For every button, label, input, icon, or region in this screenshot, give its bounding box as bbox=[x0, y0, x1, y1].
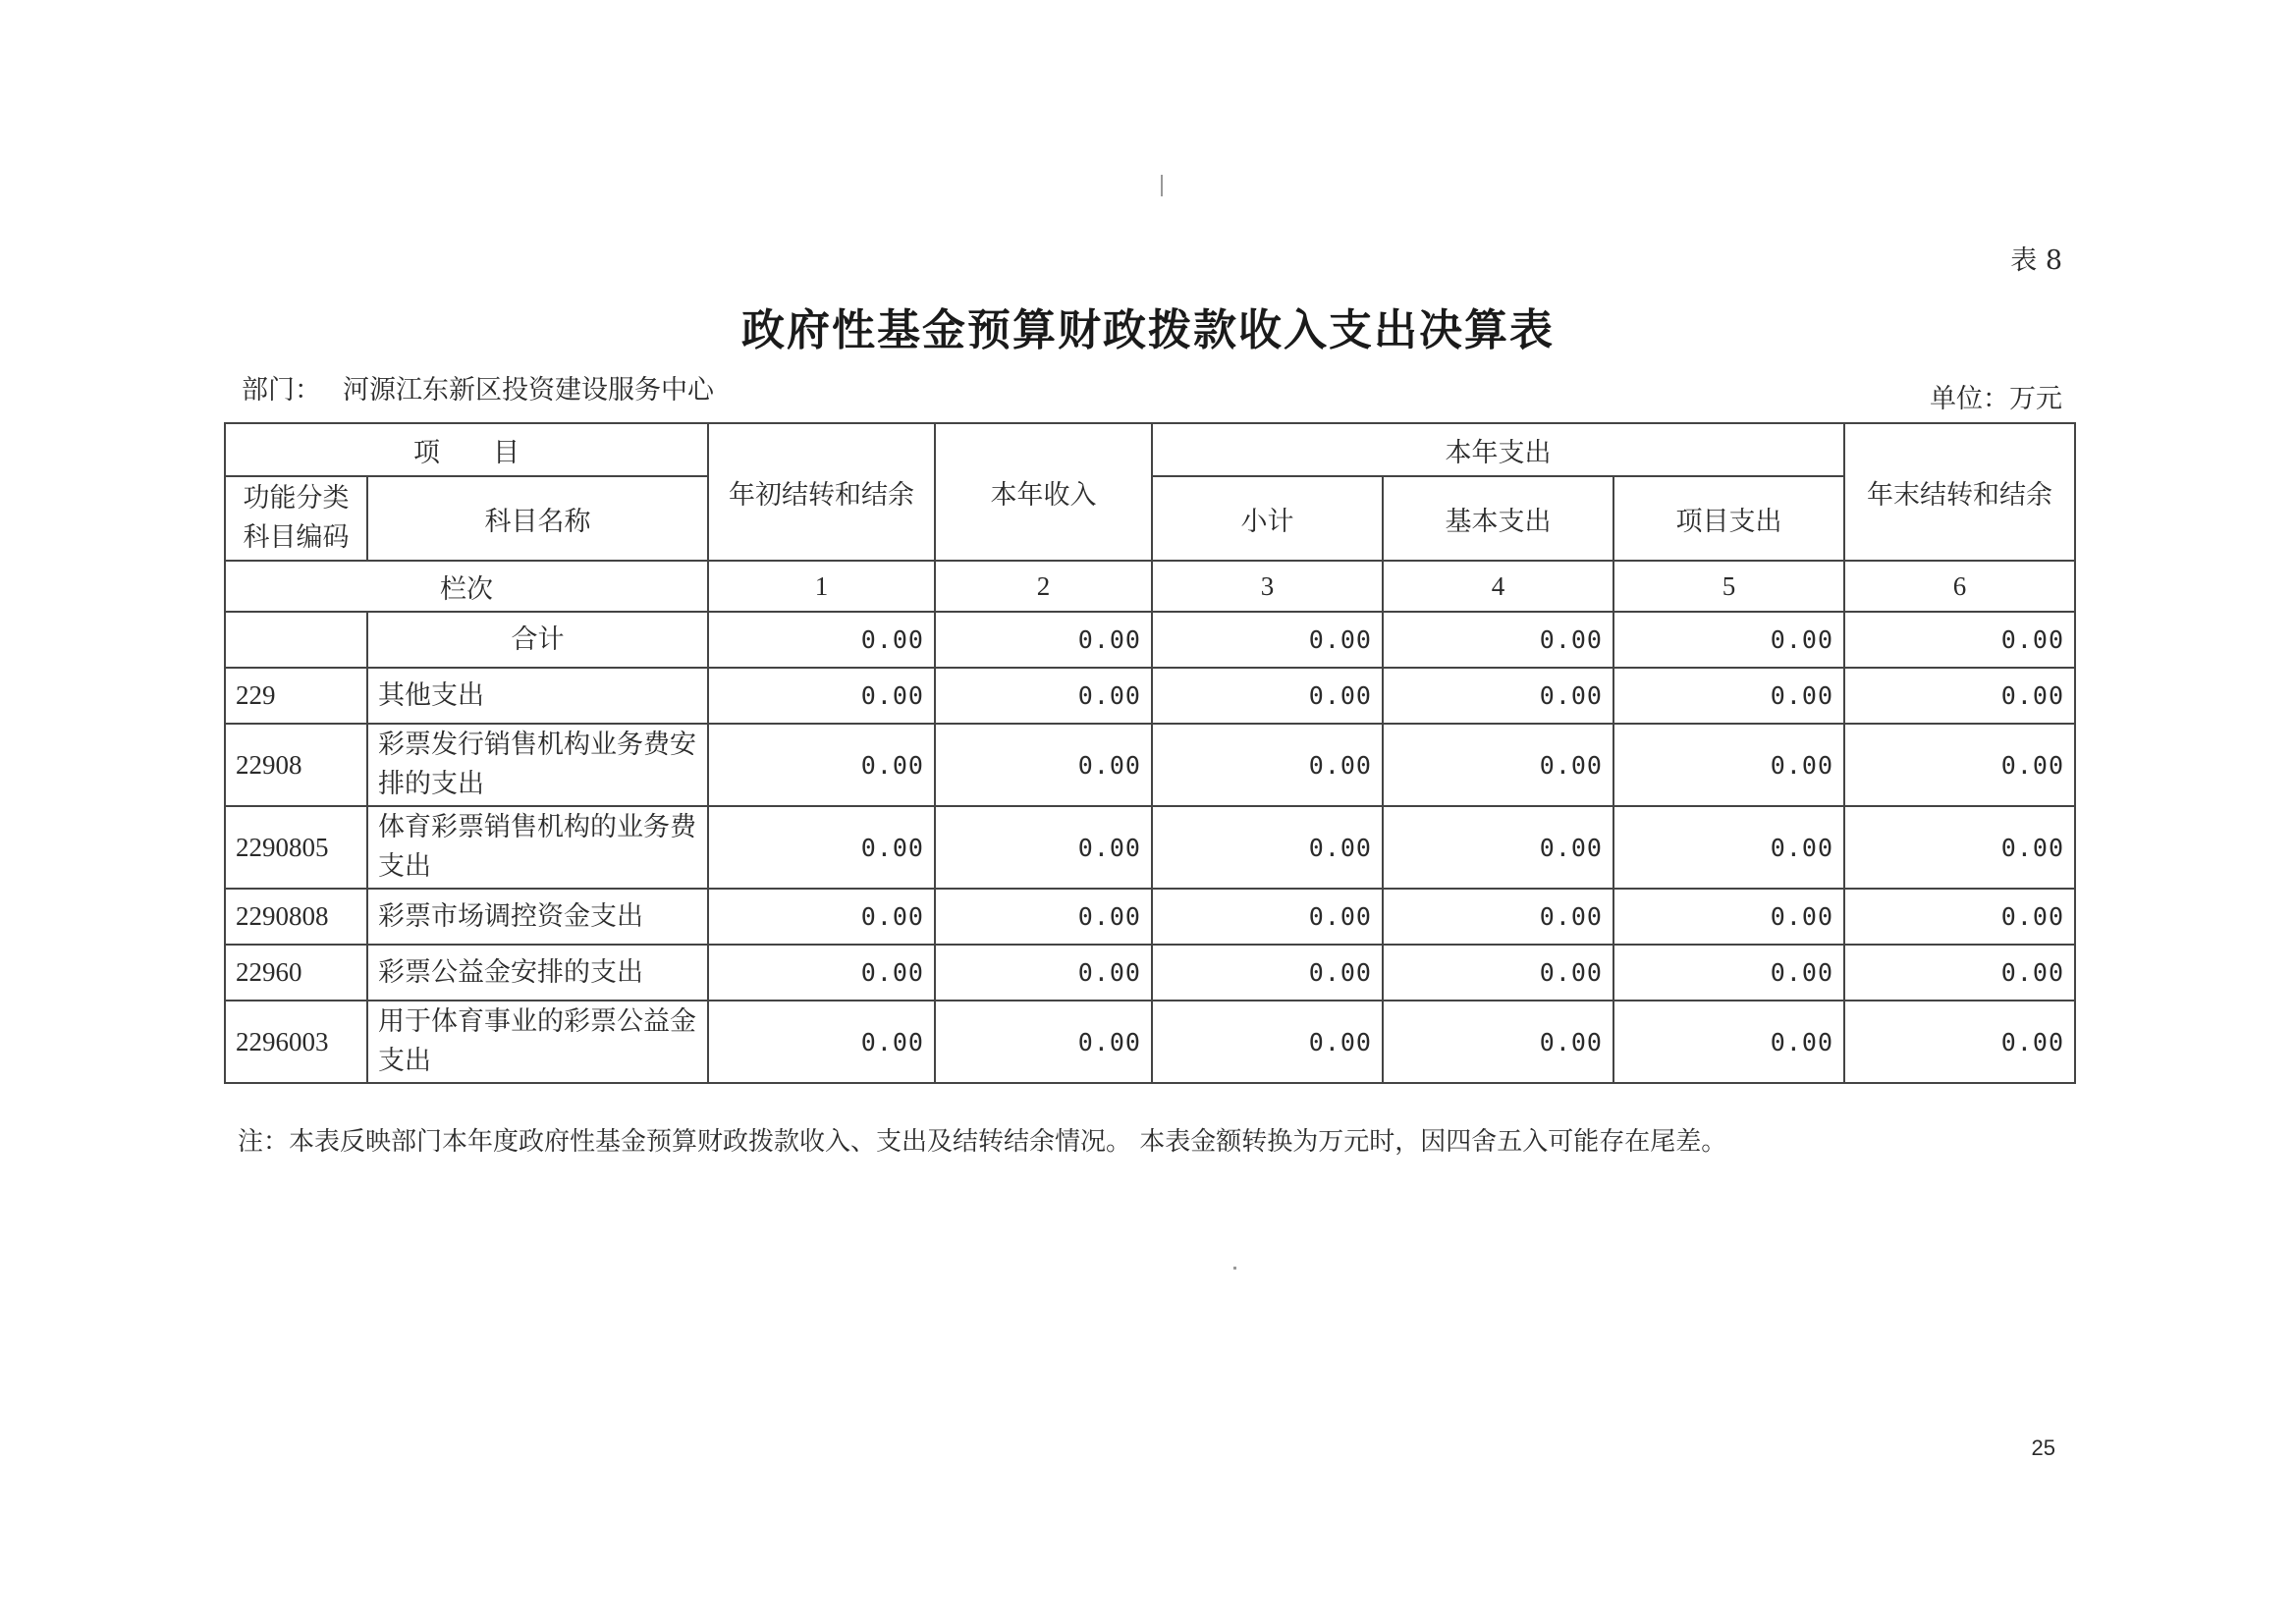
row-name: 彩票市场调控资金支出 bbox=[367, 889, 708, 945]
row-code: 2290808 bbox=[225, 889, 367, 945]
cell-value: 0.00 bbox=[1844, 668, 2075, 724]
scan-mark bbox=[1233, 1267, 1236, 1270]
cell-value: 0.00 bbox=[1152, 612, 1383, 668]
cell-value: 0.00 bbox=[708, 612, 935, 668]
cell-value: 0.00 bbox=[1383, 1001, 1613, 1083]
column-number: 5 bbox=[1613, 561, 1844, 612]
row-name: 彩票发行销售机构业务费安排的支出 bbox=[367, 724, 708, 806]
row-no-label: 栏次 bbox=[225, 561, 708, 612]
cell-value: 0.00 bbox=[935, 889, 1152, 945]
column-number: 3 bbox=[1152, 561, 1383, 612]
row-code: 22908 bbox=[225, 724, 367, 806]
cell-value: 0.00 bbox=[708, 724, 935, 806]
row-name: 体育彩票销售机构的业务费支出 bbox=[367, 806, 708, 889]
row-code: 2290805 bbox=[225, 806, 367, 889]
row-name: 用于体育事业的彩票公益金支出 bbox=[367, 1001, 708, 1083]
row-name: 其他支出 bbox=[367, 668, 708, 724]
cell-value: 0.00 bbox=[1844, 945, 2075, 1001]
cell-value: 0.00 bbox=[1383, 612, 1613, 668]
row-code: 22960 bbox=[225, 945, 367, 1001]
cell-value: 0.00 bbox=[1152, 889, 1383, 945]
header-opening-balance: 年初结转和结余 bbox=[708, 423, 935, 561]
column-number: 2 bbox=[935, 561, 1152, 612]
header-basic: 基本支出 bbox=[1383, 476, 1613, 561]
budget-table bbox=[224, 422, 2076, 1084]
header-expenditure: 本年支出 bbox=[1152, 423, 1844, 476]
cell-value: 0.00 bbox=[708, 668, 935, 724]
cell-value: 0.00 bbox=[1383, 945, 1613, 1001]
cell-value: 0.00 bbox=[1152, 668, 1383, 724]
cell-value: 0.00 bbox=[1613, 889, 1844, 945]
department-line bbox=[242, 368, 714, 406]
cell-value: 0.00 bbox=[935, 612, 1152, 668]
cell-value: 0.00 bbox=[1152, 724, 1383, 806]
header-item: 项 目 bbox=[225, 423, 708, 476]
table-number: 表 8 bbox=[2010, 245, 2062, 276]
cell-value: 0.00 bbox=[1152, 1001, 1383, 1083]
scan-mark bbox=[1161, 175, 1163, 196]
cell-value: 0.00 bbox=[1613, 1001, 1844, 1083]
cell-value: 0.00 bbox=[1383, 806, 1613, 889]
column-number-row bbox=[225, 561, 2075, 612]
cell-value: 0.00 bbox=[708, 806, 935, 889]
unit-label: 单位：万元 bbox=[1930, 384, 2062, 414]
table-row bbox=[225, 806, 2075, 889]
header-code: 功能分类 科目编码 bbox=[225, 476, 367, 561]
cell-value: 0.00 bbox=[1613, 668, 1844, 724]
cell-value: 0.00 bbox=[708, 945, 935, 1001]
cell-value: 0.00 bbox=[1152, 806, 1383, 889]
cell-value: 0.00 bbox=[1844, 612, 2075, 668]
row-code bbox=[225, 612, 367, 668]
cell-value: 0.00 bbox=[1383, 889, 1613, 945]
table-row bbox=[225, 889, 2075, 945]
cell-value: 0.00 bbox=[1383, 724, 1613, 806]
footnote: 注：本表反映部门本年度政府性基金预算财政拨款收入、支出及结转结余情况。 本表金额转换为万元时，因四舍五入可能存在尾差。 bbox=[238, 1127, 1727, 1157]
header-closing-balance: 年末结转和结余 bbox=[1844, 423, 2075, 561]
table-row bbox=[225, 945, 2075, 1001]
row-name: 合计 bbox=[367, 612, 708, 668]
page-title: 政府性基金预算财政拨款收入支出决算表 bbox=[741, 305, 1555, 355]
cell-value: 0.00 bbox=[708, 889, 935, 945]
header-name: 科目名称 bbox=[367, 476, 708, 561]
column-number: 1 bbox=[708, 561, 935, 612]
cell-value: 0.00 bbox=[1844, 1001, 2075, 1083]
cell-value: 0.00 bbox=[1844, 889, 2075, 945]
page-number: 25 bbox=[2031, 1435, 2055, 1460]
cell-value: 0.00 bbox=[935, 724, 1152, 806]
header-project: 项目支出 bbox=[1613, 476, 1844, 561]
cell-value: 0.00 bbox=[1613, 612, 1844, 668]
row-name: 彩票公益金安排的支出 bbox=[367, 945, 708, 1001]
table-row bbox=[225, 724, 2075, 806]
department-value: 河源江东新区投资建设服务中心 bbox=[343, 375, 714, 406]
table-row bbox=[225, 1001, 2075, 1083]
department-label: 部门： bbox=[242, 375, 321, 406]
cell-value: 0.00 bbox=[935, 668, 1152, 724]
cell-value: 0.00 bbox=[1613, 724, 1844, 806]
column-number: 6 bbox=[1844, 561, 2075, 612]
table-row-total bbox=[225, 612, 2075, 668]
header-income: 本年收入 bbox=[935, 423, 1152, 561]
cell-value: 0.00 bbox=[1383, 668, 1613, 724]
column-number: 4 bbox=[1383, 561, 1613, 612]
cell-value: 0.00 bbox=[935, 945, 1152, 1001]
cell-value: 0.00 bbox=[708, 1001, 935, 1083]
table-row bbox=[225, 668, 2075, 724]
cell-value: 0.00 bbox=[935, 1001, 1152, 1083]
cell-value: 0.00 bbox=[1152, 945, 1383, 1001]
header-row bbox=[225, 423, 2075, 476]
row-code: 2296003 bbox=[225, 1001, 367, 1083]
header-subtotal: 小计 bbox=[1152, 476, 1383, 561]
cell-value: 0.00 bbox=[935, 806, 1152, 889]
cell-value: 0.00 bbox=[1613, 945, 1844, 1001]
cell-value: 0.00 bbox=[1844, 806, 2075, 889]
cell-value: 0.00 bbox=[1844, 724, 2075, 806]
cell-value: 0.00 bbox=[1613, 806, 1844, 889]
row-code: 229 bbox=[225, 668, 367, 724]
